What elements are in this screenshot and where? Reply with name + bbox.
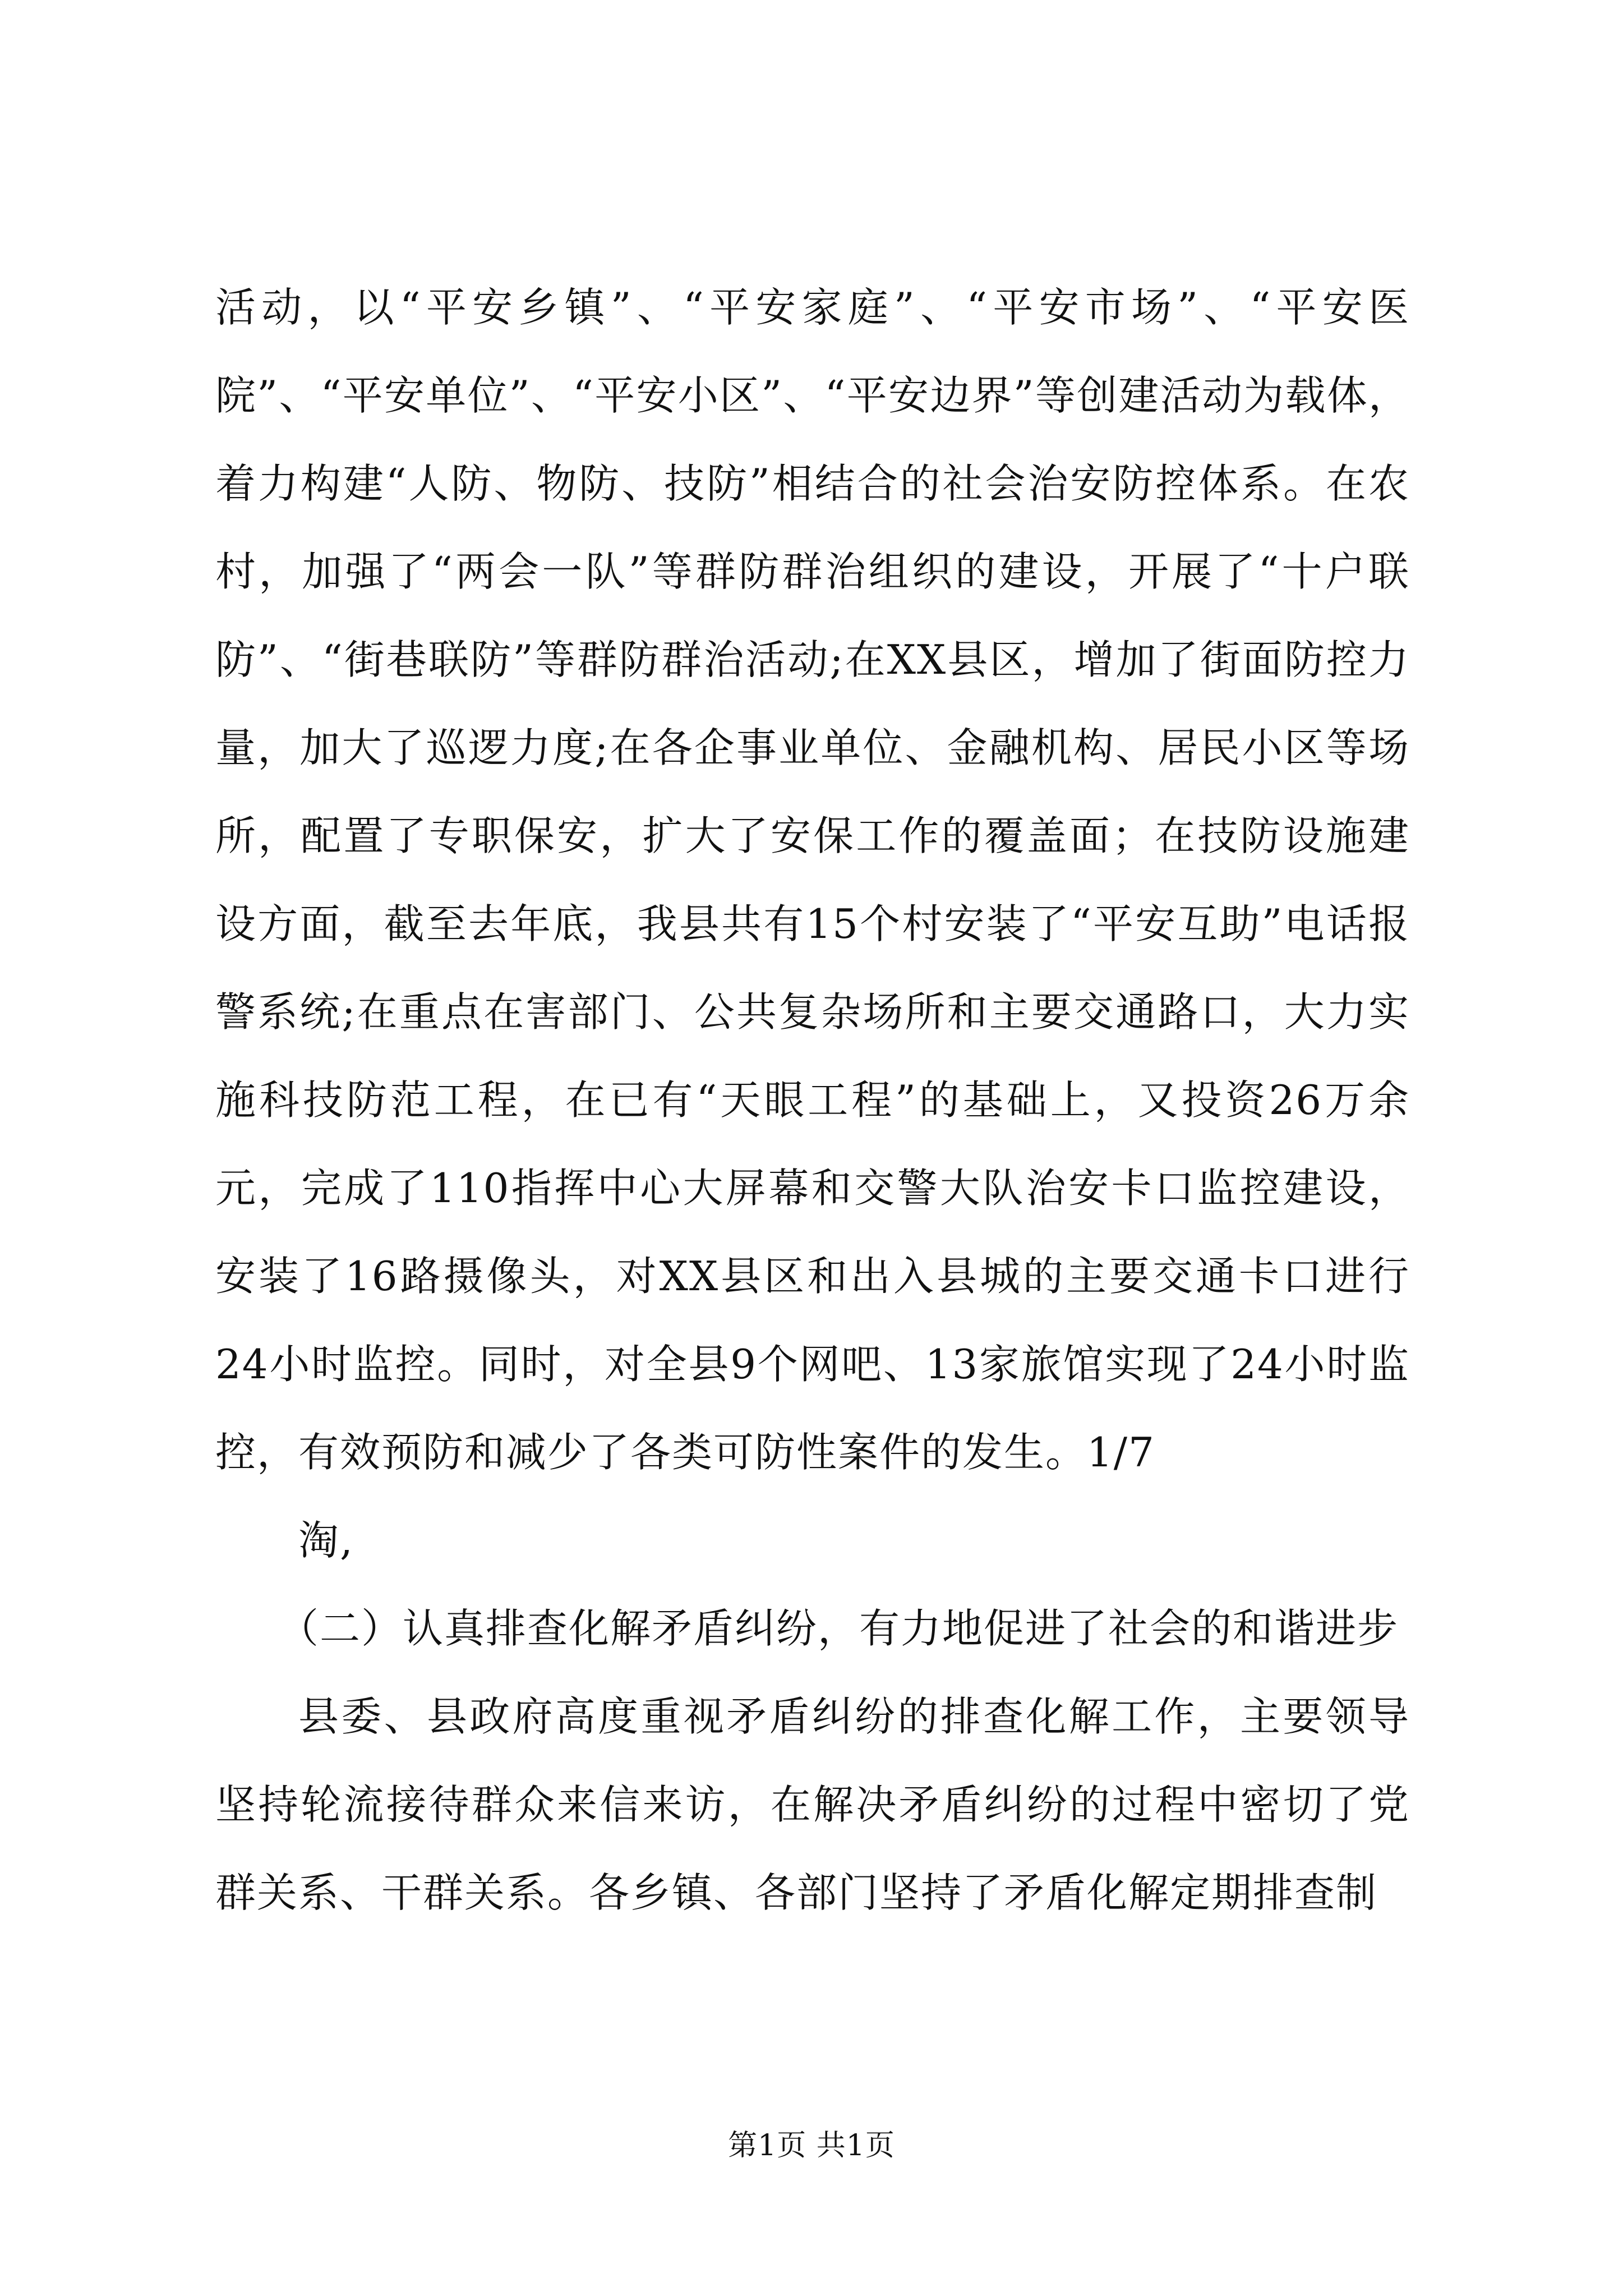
page-footer: 第1页 共1页 <box>728 2129 895 2162</box>
document-body <box>215 264 1410 1937</box>
paragraph-fragment: 淘, <box>298 1517 354 1564</box>
paragraph-body: 县委、县政府高度重视矛盾纠纷的排查化解工作，主要领导坚持轮流接待群众来信来访，在解决矛盾纠纷的过程中密切了党群关系、干群关系。各乡镇、各部门坚持了矛盾化解定期排查制 <box>215 1693 1410 1916</box>
section-heading: （二）认真排查化解矛盾纠纷，有力地促进了社会的和谐进步 <box>278 1605 1399 1652</box>
paragraph-continuation: 活动，以“平安乡镇”、“平安家庭”、“平安市场”、“平安医院”、“平安单位”、“平安小区”、“平安边界”等创建活动为载体，着力构建“人防、物防、技防”相结合的社会治安防控体系。在农村，加强了“两会一队”等群防群治组织的建设，开展了“十户联防”、“街巷联防”等群防群治活动;在XX县区，增加了街面防控力量，加大了巡逻力度;在各企事业单位、金融机构、居民小区等场所，配置了专职保安，扩大了安保工作的覆盖面；在技防设施建设方面，截至去年底，我县共有15个村安装了“平安互助”电话报警系统;在重点在害部门、公共复杂场所和主要交通路口，大力实施科技防范工程，在已有“天眼工程”的基础上，又投资26万余元，完成了110指挥中心大屏幕和交警大队治安卡口监控建设，安装了16路摄像头，对XX县区和出入县城的主要交通卡口进行24小时监控。同时，对全县9个网吧、13家旅馆实现了24小时监控，有效预防和减少了各类可防性案件的发生。1/7 <box>215 284 1410 1476</box>
